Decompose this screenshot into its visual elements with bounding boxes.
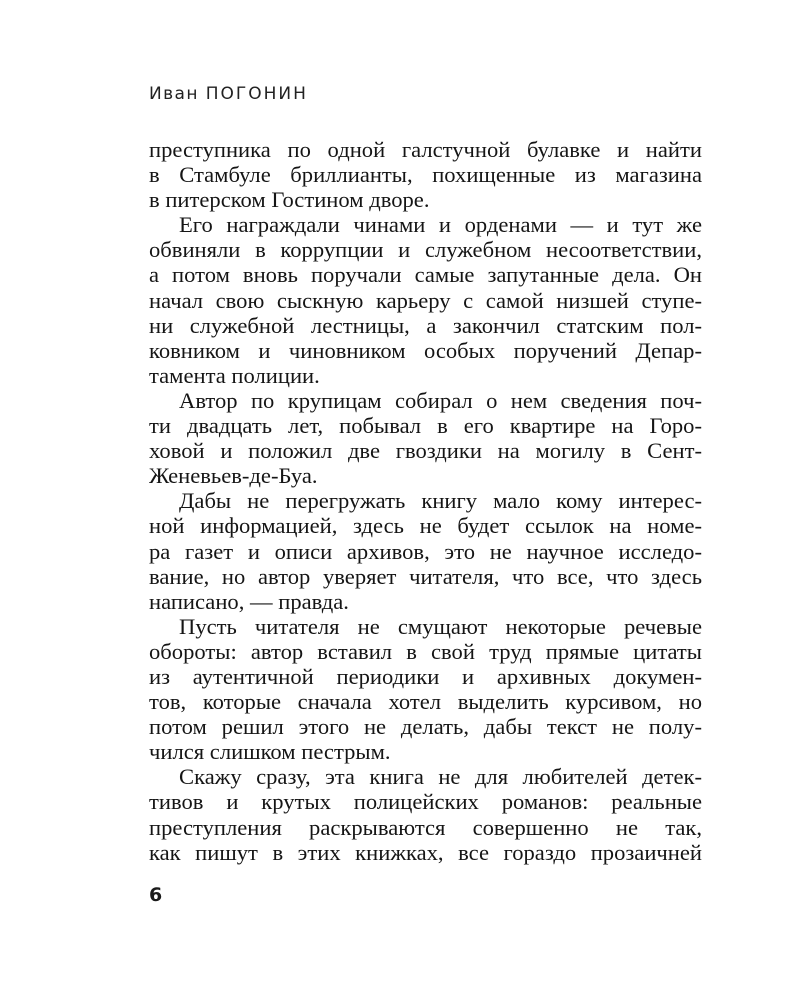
page-number: 6 (149, 884, 163, 906)
text-line: ра газет и описи архивов, это не научное исследо- (149, 538, 702, 564)
text-line: тов, которые сначала хотел выделить курсивом, но (149, 689, 702, 715)
text-line: ховой и положил две гвоздики на могилу в Сент- (149, 438, 702, 464)
text-line: обороты: автор вставил в свой труд прямые цитаты (149, 638, 702, 664)
body-text (149, 137, 702, 865)
text-line: ни служебной лестницы, а закончил статским пол- (149, 312, 702, 338)
text-line: преступника по одной галстучной булавке и найти (149, 137, 702, 162)
text-line: в Стамбуле бриллианты, похищенные из магазина (149, 162, 702, 188)
text-line: написано, — правда. (149, 588, 349, 614)
text-line: ти двадцать лет, побывал в его квартире на Горо- (149, 413, 702, 439)
text-line: чился слишком пестрым. (149, 739, 391, 765)
paragraph (149, 614, 702, 765)
text-line: потом решил этого не делать, дабы текст не полу- (149, 714, 702, 740)
paragraph (149, 764, 702, 864)
text-line: Скажу сразу, эта книга не для любителей детек- (179, 764, 702, 790)
paragraph (149, 212, 702, 388)
text-line: Его награждали чинами и орденами — и тут же (179, 212, 702, 238)
text-line: обвиняли в коррупции и служебном несоответствии, (149, 237, 702, 263)
running-head (149, 84, 308, 104)
paragraph (149, 488, 702, 613)
text-line: ной информацией, здесь не будет ссылок на номе- (149, 513, 702, 539)
text-line: а потом вновь поручали самые запутанные дела. Он (149, 262, 702, 288)
text-line: из аутентичной периодики и архивных докумен- (149, 663, 702, 689)
author-first-name: Иван (149, 84, 199, 104)
text-line: тамента полиции. (149, 362, 320, 388)
text-line: вание, но автор уверяет читателя, что все, что здесь (149, 563, 702, 589)
text-line: Пусть читателя не смущают некоторые речевые (179, 613, 702, 639)
text-line: начал свою сыскную карьеру с самой низшей ступе- (149, 287, 702, 313)
text-line: как пишут в этих книжках, все гораздо прозаичней (149, 839, 702, 865)
paragraph (149, 388, 702, 488)
paragraph (149, 137, 702, 212)
author-last-name: ПОГОНИН (205, 84, 308, 104)
text-line: тивов и крутых полицейских романов: реальные (149, 789, 702, 815)
text-line: Дабы не перегружать книгу мало кому интерес- (179, 488, 702, 514)
text-line: Автор по крупицам собирал о нем сведения поч- (179, 387, 702, 413)
text-line: ковником и чиновником особых поручений Депар- (149, 337, 702, 363)
text-line: преступления раскрываются совершенно не так, (149, 814, 702, 840)
text-line: в питерском Гостином дворе. (149, 187, 430, 213)
text-line: Женевьев-де-Буа. (149, 463, 318, 489)
